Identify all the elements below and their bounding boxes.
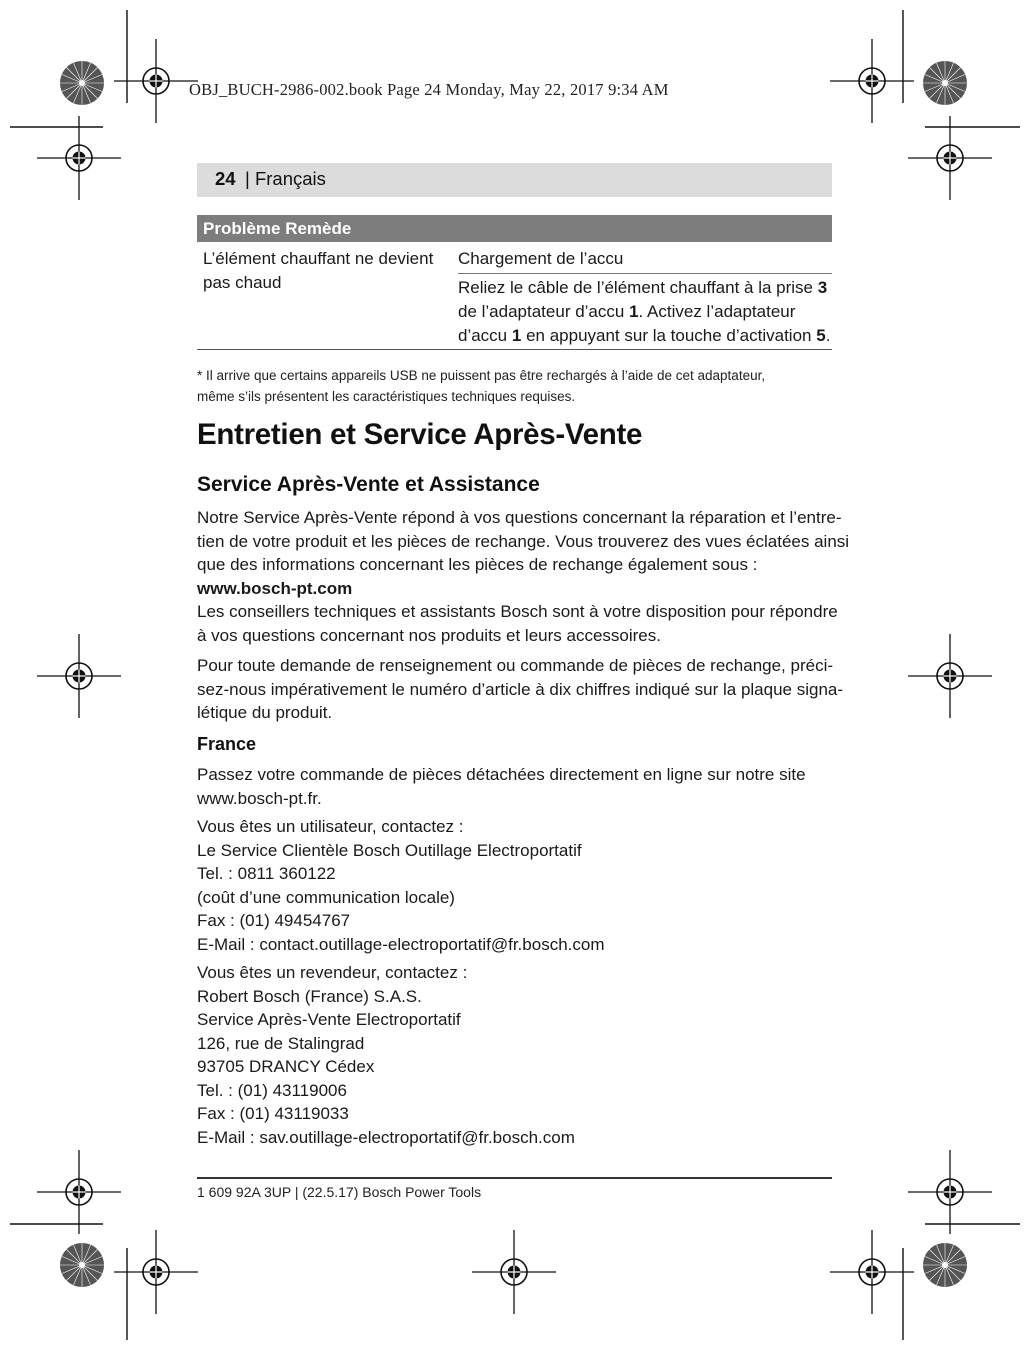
crosshair-target-right-middle-icon: [908, 634, 992, 718]
dealer-contact-block: [197, 961, 837, 1149]
crosshair-target-top-left-icon: [114, 39, 198, 123]
star-target-bottom-left-icon: [60, 1243, 104, 1287]
footnote-line: même s’ils présentent les caractéristiques techniques requises.: [197, 389, 576, 404]
contact-line: Service Après-Vente Electroportatif: [197, 1010, 461, 1029]
reference-number: 1: [629, 302, 639, 321]
page-number: 24: [215, 168, 236, 189]
paragraph-line: à vos questions concernant nos produits et leurs accessoires.: [197, 625, 661, 645]
star-target-top-left-icon: [60, 61, 104, 105]
crosshair-target-left-upper-icon: [37, 116, 121, 200]
crosshair-target-bottom-left-icon: [114, 1230, 198, 1314]
contact-line: Fax : (01) 49454767: [197, 911, 351, 930]
page-header-bar: [197, 163, 832, 197]
crosshair-target-bottom-right-icon: [830, 1230, 914, 1314]
footnote: [197, 365, 837, 407]
paragraph-line: www.bosch-pt.fr.: [197, 788, 322, 808]
table-row: [197, 242, 832, 350]
contact-line: Le Service Clientèle Bosch Outillage Electroportatif: [197, 840, 582, 860]
contact-line: Tel. : (01) 43119006: [197, 1080, 347, 1100]
page-footer: 1 609 92A 3UP | (22.5.17) Bosch Power Tools: [197, 1184, 482, 1200]
language-label: Français: [254, 168, 326, 189]
service-paragraph: [197, 506, 850, 647]
header-separator: |: [245, 168, 250, 189]
paragraph-line: Pour toute demande de renseignement ou commande de pièces de rechange, préci-: [197, 656, 834, 675]
user-contact-block: [197, 815, 837, 956]
contact-line: 93705 DRANCY Cédex: [197, 1057, 375, 1076]
contact-line: Tel. : 0811 360122: [197, 864, 336, 883]
country-heading: France: [197, 734, 257, 754]
section-title: Entretien et Service Après-Vente: [197, 418, 643, 451]
order-paragraph: [197, 763, 837, 810]
problem-line: L’élément chauffant ne devient: [203, 249, 434, 268]
contact-email[interactable]: E-Mail : sav.outillage-electroportatif@fr.bosch.com: [197, 1127, 575, 1147]
page-language: [245, 168, 326, 190]
remedy-line-3: d’accu 1 en appuyant sur la touche d’activation 5.: [458, 326, 831, 345]
table-header: Problème Remède: [197, 215, 832, 242]
request-paragraph: [197, 654, 844, 725]
paragraph-line: sez-nous impérativement le numéro d’article à dix chiffres indiqué sur la plaque signa-: [197, 679, 844, 699]
crosshair-target-left-lower-icon: [37, 1150, 121, 1234]
contact-line: Robert Bosch (France) S.A.S.: [197, 986, 422, 1006]
troubleshooting-table: [197, 215, 832, 350]
paragraph-line: létique du produit.: [197, 703, 333, 722]
reference-number: 3: [817, 278, 828, 297]
contact-email[interactable]: E-Mail : contact.outillage-electroportatif@fr.bosch.com: [197, 934, 605, 954]
remedy-title: Chargement de l’accu: [458, 247, 832, 274]
crosshair-target-left-middle-icon: [37, 634, 121, 718]
remedy-cell: [458, 276, 832, 348]
problem-line: pas chaud: [203, 273, 282, 292]
star-target-bottom-right-icon: [923, 1243, 967, 1287]
crosshair-target-top-right-icon: [830, 39, 914, 123]
contact-line: 126, rue de Stalingrad: [197, 1033, 365, 1053]
paragraph-line: Passez votre commande de pièces détachées directement en ligne sur notre site: [197, 765, 806, 784]
problem-cell: [203, 247, 448, 295]
contact-line: Fax : (01) 43119033: [197, 1104, 349, 1123]
footnote-line: * Il arrive que certains appareils USB ne puissent pas être rechargés à l’aide de cet adaptateur,: [197, 368, 766, 383]
star-target-top-right-icon: [923, 61, 967, 105]
remedy-line-1: Reliez le câble de l’élément chauffant à la prise 3: [458, 278, 828, 297]
website-link[interactable]: www.bosch-pt.com: [197, 578, 353, 598]
footer-rule: [197, 1177, 832, 1179]
paragraph-line: Notre Service Après-Vente répond à vos questions concernant la réparation et l’entre-: [197, 508, 842, 527]
reference-number: 5: [816, 326, 826, 345]
subsection-title: Service Après-Vente et Assistance: [197, 473, 540, 496]
paragraph-line: tien de votre produit et les pièces de rechange. Vous trouverez des vues éclatées ainsi: [197, 531, 850, 551]
contact-line: Vous êtes un utilisateur, contactez :: [197, 817, 464, 836]
crosshair-target-bottom-center-icon: [472, 1230, 556, 1314]
paragraph-line: Les conseillers techniques et assistants Bosch sont à votre disposition pour répondre: [197, 602, 838, 621]
contact-line: (coût d’une communication locale): [197, 887, 455, 907]
book-print-line: OBJ_BUCH-2986-002.book Page 24 Monday, May 22, 2017 9:34 AM: [189, 80, 669, 99]
crosshair-target-right-upper-icon: [908, 116, 992, 200]
contact-line: Vous êtes un revendeur, contactez :: [197, 963, 468, 982]
paragraph-line: que des informations concernant les pièces de rechange également sous :: [197, 555, 758, 574]
remedy-line-2: de l’adaptateur d’accu 1. Activez l’adaptateur: [458, 302, 796, 321]
reference-number: 1: [511, 326, 522, 345]
crosshair-target-right-lower-icon: [908, 1150, 992, 1234]
